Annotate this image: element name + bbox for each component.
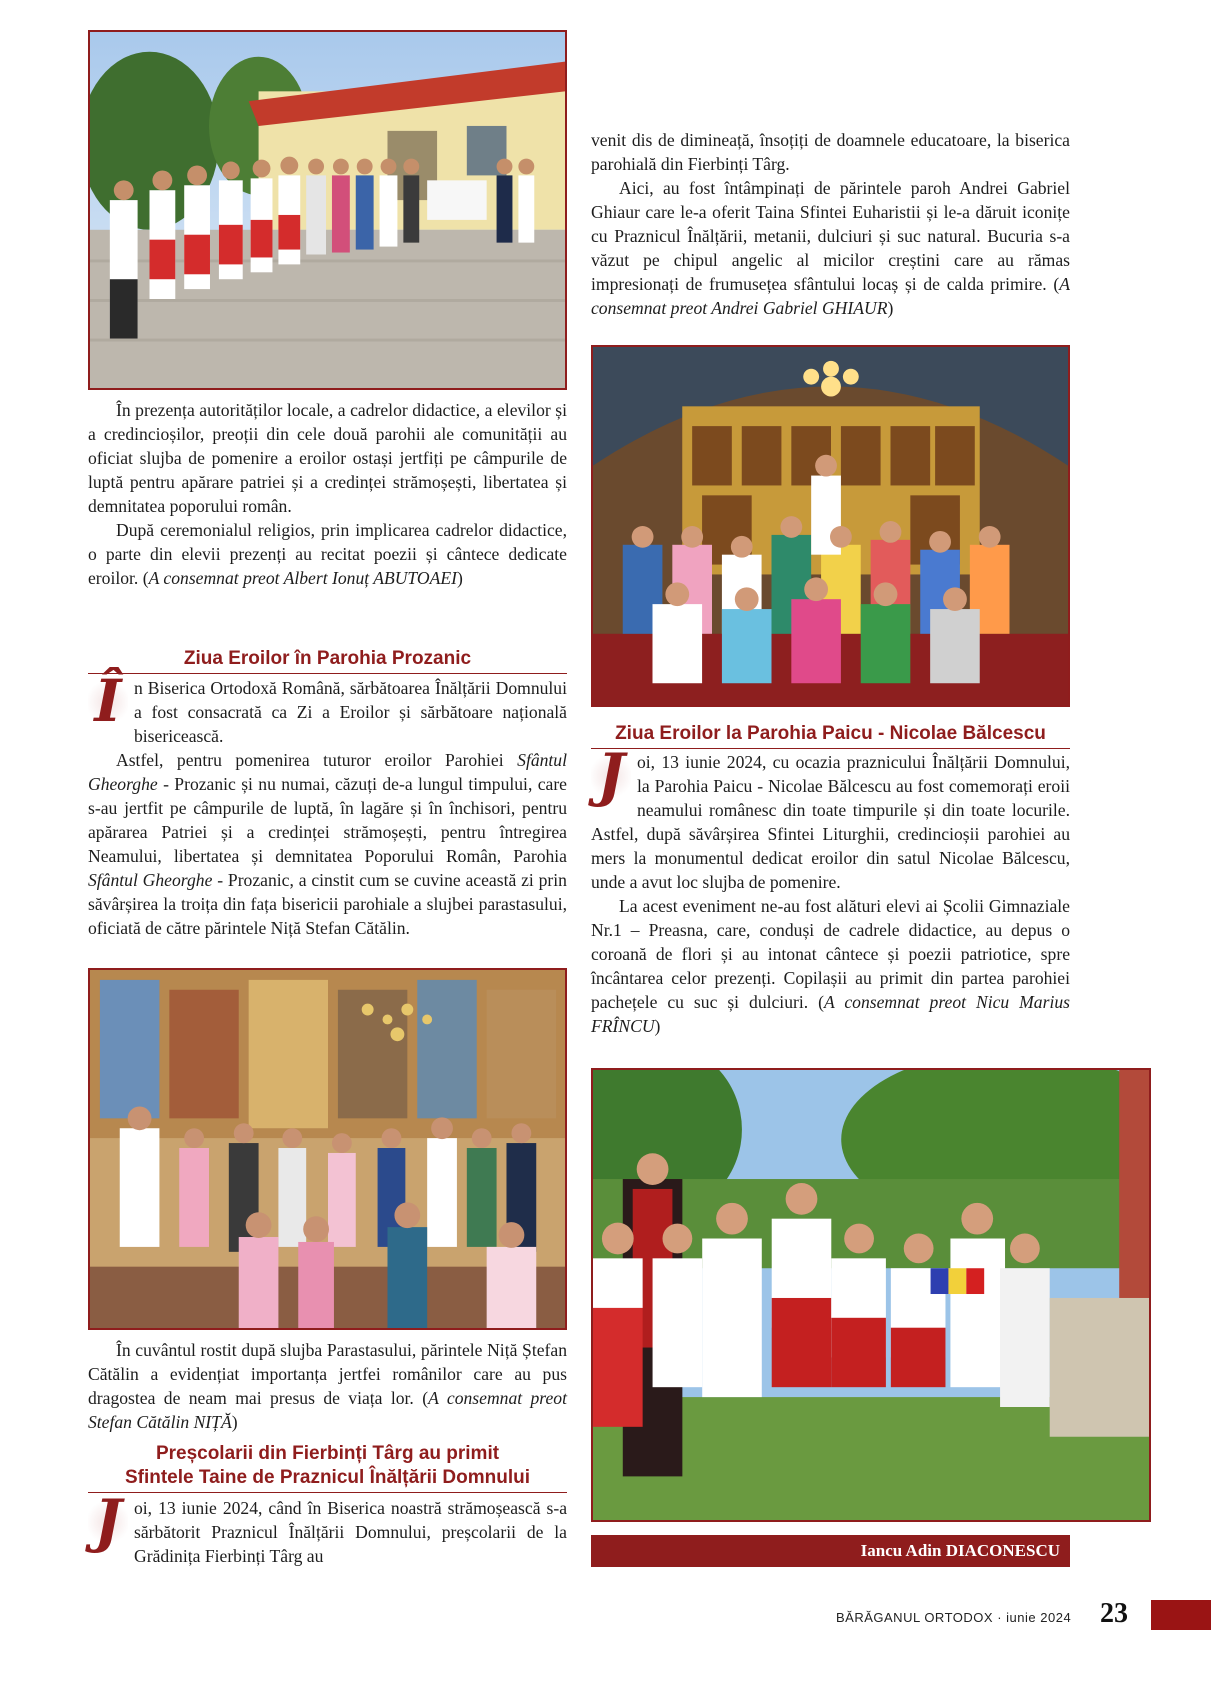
dropcap-ornament: Î — [88, 678, 128, 726]
title-prozanic: Ziua Eroilor în Parohia Prozanic — [88, 647, 567, 674]
footer-publication — [836, 1610, 1071, 1625]
publication-date: iunie 2024 — [1006, 1610, 1072, 1625]
photo-school-ceremony — [88, 30, 567, 390]
dropcap-ornament-2: J — [88, 1498, 128, 1546]
title-prescolarii — [88, 1442, 567, 1493]
paren-close-4: ) — [654, 1016, 661, 1036]
left-column-block-2 — [88, 667, 567, 940]
parish-name-italic: Sfântul Gheorghe — [88, 750, 567, 794]
footer-separator: · — [997, 1610, 1003, 1625]
paicu-event-text: La acest eveniment ne-au fost alături elevi ai Școlii Gimnaziale Nr.1 – Preasna, care, conduși de cadrele didactice, au depus o coroană de flori și au intonat cântece și poezii patriotice, spre încântarea celor prezenți. Copilașii au primit din partea parohiei pachețele cu suc și dulciuri. ( — [591, 896, 1070, 1012]
parastas-text: În cuvântul rostit după slujba Parastasului, părintele Niță Ștefan Cătălin a evidențiat importanța jertfei românilor care au pus dragostea de neam mai presus de viața lor. ( — [88, 1340, 567, 1408]
citation-ghiaur: A consemnat preot Andrei Gabriel GHIAUR — [591, 274, 1070, 318]
page-tab-accent — [1151, 1600, 1211, 1630]
paragraph-prescolarii — [88, 1487, 567, 1568]
page-number: 23 — [1100, 1598, 1128, 1629]
paragraph-aici — [591, 176, 1070, 320]
prozanic-body-e: - Prozanic, a cinstit cum se cuvine această zi prin săvârșirea la troița din fața bisericii parohiale a slujbei parastasului, oficiată de către părintele Niță Stefan Cătălin. — [88, 870, 567, 938]
publication-name: BĂRĂGANUL ORTODOX — [836, 1610, 994, 1625]
paicu-intro-text: oi, 13 iunie 2024, cu ocazia praznicului Înălțării Domnului, la Parohia Paicu - Nicolae Bălcescu au fost comemorați eroii neamului românesc din toate timpurile și din toate locurile. Astfel, după săvârșirea Sfintei Liturghii, credincioșii parohiei au mers la monumentul dedicat eroilor din satul Nicolae Bălcescu, unde a avut loc slujba de pomenire. — [591, 752, 1070, 892]
paren-close: ) — [456, 568, 463, 588]
left-column-block-4 — [88, 1487, 567, 1568]
left-column-block-1 — [88, 398, 567, 590]
prozanic-body-c: - Prozanic și nu numai, căzuți de-a lungul timpului, care s-au jertfit pe câmpurile de luptă, în lagăre și în închisori, pentru apărarea Patriei și a credinței strămoșești, pentru întregirea Neamului, libertatea și demnitatea Poporului Român, Parohia — [88, 774, 567, 866]
citation-abutoaei: A consemnat preot Albert Ionuț ABUTOAEI — [148, 568, 457, 588]
right-column-block-2 — [591, 741, 1070, 1038]
prozanic-intro-text: n Biserica Ortodoxă Română, sărbătoarea Înălțării Domnului a fost consacrată ca Zi a Eroilor și sărbătoare națională bisericească. — [134, 678, 567, 746]
paragraph-ceremonial-text: După ceremonialul religios, prin implicarea cadrelor didactice, o parte din elevii prezenți au recitat poezii și cântece dedicate eroilor. ( — [88, 520, 567, 588]
dropcap-ornament-3: J — [591, 752, 631, 800]
paren-close-3: ) — [887, 298, 894, 318]
title-prescolarii-line2: Sfintele Taine de Praznicul Înălțării Domnului — [124, 1467, 531, 1488]
title-paicu: Ziua Eroilor la Parohia Paicu - Nicolae Bălcescu — [591, 722, 1070, 749]
paren-close-2: ) — [231, 1412, 238, 1432]
paragraph-parastas — [88, 1338, 567, 1434]
title-prescolarii-line1: Preșcolarii din Fierbinți Târg au primit — [155, 1443, 500, 1464]
author-credit-bar: Iancu Adin DIACONESCU — [591, 1535, 1070, 1567]
paragraph-authorities: În prezența autorităților locale, a cadrelor didactice, a elevilor și a credincioșilor, preoții din cele două parohii ale comunității au oficiat slujba de pomenire a eroilor ostași jertfiți pe câmpurile de luptă pentru apărare patriei și a credinței strămoșești, libertatea și demnitatea poporului român. — [88, 400, 567, 516]
paragraph-paicu-event — [591, 894, 1070, 1038]
prescolarii-text: oi, 13 iunie 2024, când în Biserica noastră strămoșească s-a sărbătorit Praznicul Înălțării Domnului, preșcolarii de la Grădinița Fierbinți Târg au — [134, 1498, 567, 1566]
parish-name-italic-2: Sfântul Gheorghe — [88, 870, 213, 890]
paragraph-venit: venit dis de dimineață, însoțiți de doamnele educatoare, la biserica parohială din Fierbinți Târg. — [591, 130, 1070, 174]
photo-preschoolers-iconostasis — [591, 345, 1070, 707]
paragraph-prozanic-body — [88, 748, 567, 940]
aici-text: Aici, au fost întâmpinați de părintele paroh Andrei Gabriel Ghiaur care le-a oferit Taina Sfintei Euharistii și le-a dăruit iconițe cu Praznicul Înălțării, metanii, dulciuri și suc natural. Bucuria s-a văzut pe chipul angelic al micilor creștini care au rămas impresionați de frumusețea sfântului locaș și de calda primire. ( — [591, 178, 1070, 294]
photo-church-interior-prozanic — [88, 968, 567, 1330]
paragraph-prozanic-intro — [88, 667, 567, 748]
citation-nita: A consemnat preot Stefan Cătălin NIȚĂ — [88, 1388, 567, 1432]
prozanic-body-a: Astfel, pentru pomenirea tuturor eroilor Parohiei — [116, 750, 518, 770]
paragraph-paicu-intro — [591, 741, 1070, 894]
right-column-block-1 — [591, 128, 1070, 320]
left-column-block-3 — [88, 1338, 567, 1434]
citation-frincu: A consemnat preot Nicu Marius FRÎNCU — [591, 992, 1070, 1036]
photo-paicu-outdoor — [591, 1068, 1151, 1522]
paragraph-ceremonial — [88, 518, 567, 590]
